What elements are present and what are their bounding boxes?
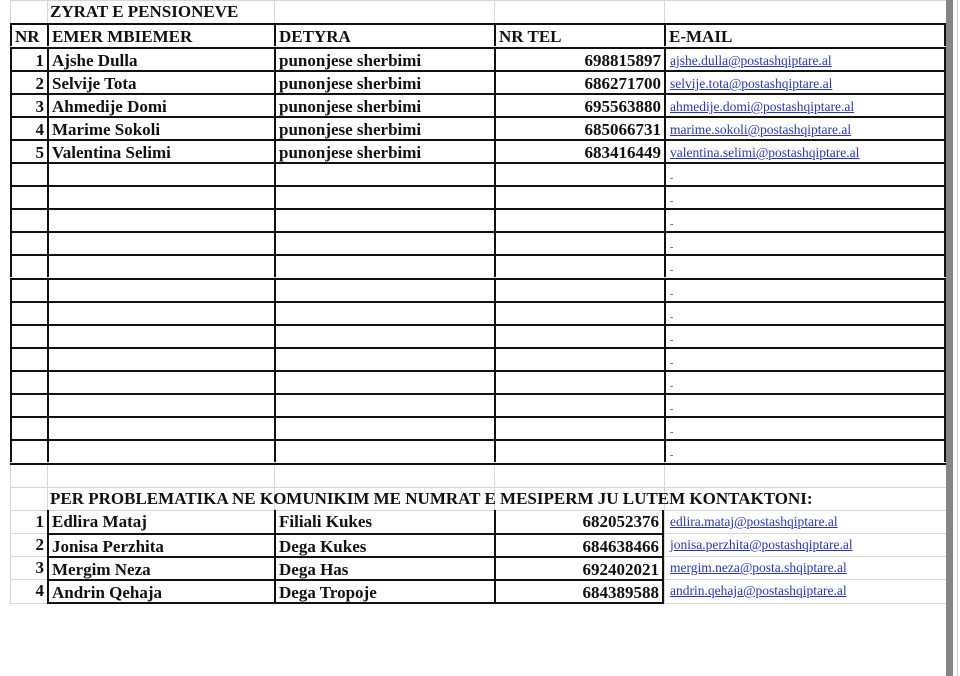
empty-tel[interactable] <box>494 254 664 277</box>
row-name[interactable]: Selvije Tota <box>47 70 274 93</box>
empty-table-row <box>10 416 946 439</box>
contact-name[interactable]: Jonisa Perzhita <box>47 533 274 556</box>
empty-nr[interactable] <box>10 301 47 324</box>
row-nr[interactable]: 3 <box>10 93 47 116</box>
empty-name[interactable] <box>47 301 274 324</box>
empty-detyra[interactable] <box>274 347 494 370</box>
table-row <box>10 70 946 93</box>
contact-detyra[interactable]: Dega Tropoje <box>274 579 494 604</box>
empty-table-row <box>10 185 946 208</box>
empty-email[interactable]: - <box>664 393 946 416</box>
empty-detyra[interactable] <box>274 393 494 416</box>
empty-table-row <box>10 370 946 393</box>
empty-name[interactable] <box>47 416 274 439</box>
row-tel[interactable]: 683416449 <box>494 139 664 162</box>
row-name[interactable]: Valentina Selimi <box>47 139 274 162</box>
sheet-title[interactable]: ZYRAT E PENSIONEVE <box>50 2 239 21</box>
contact-tel[interactable]: 692402021 <box>494 556 664 579</box>
contact-nr[interactable]: 4 <box>35 581 44 600</box>
header-detyra[interactable]: DETYRA <box>274 23 494 46</box>
vertical-scrollbar[interactable] <box>946 0 953 676</box>
empty-table-row <box>10 162 946 185</box>
empty-table-row <box>10 301 946 324</box>
empty-email[interactable]: - <box>664 231 946 254</box>
row-email-link[interactable]: marime.sokoli@postashqiptare.al <box>664 116 946 139</box>
empty-table-row <box>10 324 946 347</box>
empty-name[interactable] <box>47 347 274 370</box>
row-email-link[interactable]: ahmedije.domi@postashqiptare.al <box>664 93 946 116</box>
row-detyra[interactable]: punonjese sherbimi <box>274 139 494 162</box>
empty-nr[interactable] <box>10 208 47 231</box>
empty-email[interactable]: - <box>664 301 946 324</box>
row-detyra[interactable]: punonjese sherbimi <box>274 116 494 139</box>
empty-table-row <box>10 208 946 231</box>
header-nr[interactable]: NR <box>10 23 47 46</box>
empty-table-row <box>10 347 946 370</box>
empty-nr[interactable] <box>10 347 47 370</box>
contact-nr[interactable]: 3 <box>35 558 44 577</box>
empty-detyra[interactable] <box>274 254 494 277</box>
contact-section-title[interactable]: PER PROBLEMATIKA NE KOMUNIKIM ME NUMRAT E MESIPERM JU LUTEM KONTAKTONI: <box>50 489 813 508</box>
contact-email-link[interactable]: andrin.qehaja@postashqiptare.al <box>670 583 847 598</box>
header-name[interactable]: EMER MBIEMER <box>47 23 274 46</box>
contact-title-row <box>10 487 946 510</box>
empty-email[interactable]: - <box>664 254 946 277</box>
row-detyra[interactable]: punonjese sherbimi <box>274 47 494 70</box>
empty-table-row <box>10 278 946 301</box>
empty-nr[interactable] <box>10 393 47 416</box>
empty-name[interactable] <box>47 254 274 277</box>
empty-email[interactable]: - <box>664 439 946 462</box>
empty-name[interactable] <box>47 278 274 301</box>
table-row <box>10 116 946 139</box>
empty-nr[interactable] <box>10 370 47 393</box>
empty-table-row <box>10 231 946 254</box>
contact-name[interactable]: Mergim Neza <box>47 556 274 579</box>
gridline <box>957 0 958 676</box>
empty-email[interactable]: - <box>664 185 946 208</box>
empty-detyra[interactable] <box>274 278 494 301</box>
empty-tel[interactable] <box>494 162 664 185</box>
row-tel[interactable]: 685066731 <box>494 116 664 139</box>
header-email[interactable]: E-MAIL <box>664 23 946 46</box>
row-name[interactable]: Marime Sokoli <box>47 116 274 139</box>
empty-table-row <box>10 254 946 277</box>
empty-nr[interactable] <box>10 231 47 254</box>
empty-tel[interactable] <box>494 208 664 231</box>
row-tel[interactable]: 698815897 <box>494 47 664 70</box>
row-nr[interactable]: 1 <box>10 47 47 70</box>
row-email-link[interactable]: ajshe.dulla@postashqiptare.al <box>664 47 946 70</box>
table-row <box>10 93 946 116</box>
row-nr[interactable]: 2 <box>10 70 47 93</box>
contact-row <box>10 510 946 533</box>
contact-email-link[interactable]: edlira.mataj@postashqiptare.al <box>670 514 838 529</box>
empty-tel[interactable] <box>494 393 664 416</box>
empty-name[interactable] <box>47 370 274 393</box>
row-detyra[interactable]: punonjese sherbimi <box>274 70 494 93</box>
empty-name[interactable] <box>47 393 274 416</box>
table-row <box>10 47 946 70</box>
title-row <box>10 0 946 23</box>
contact-row <box>10 556 946 579</box>
empty-tel[interactable] <box>494 347 664 370</box>
empty-email[interactable]: - <box>664 162 946 185</box>
empty-table-row <box>10 393 946 416</box>
empty-email[interactable]: - <box>664 370 946 393</box>
empty-email[interactable]: - <box>664 324 946 347</box>
row-email-link[interactable]: valentina.selimi@postashqiptare.al <box>664 139 946 162</box>
empty-name[interactable] <box>47 162 274 185</box>
empty-tel[interactable] <box>494 370 664 393</box>
contact-row <box>10 533 946 556</box>
empty-tel[interactable] <box>494 416 664 439</box>
row-detyra[interactable]: punonjese sherbimi <box>274 93 494 116</box>
empty-detyra[interactable] <box>274 439 494 462</box>
empty-tel[interactable] <box>494 324 664 347</box>
empty-nr[interactable] <box>10 254 47 277</box>
empty-name[interactable] <box>47 231 274 254</box>
empty-email[interactable]: - <box>664 208 946 231</box>
contact-detyra[interactable]: Dega Has <box>274 556 494 579</box>
row-name[interactable]: Ahmedije Domi <box>47 93 274 116</box>
empty-detyra[interactable] <box>274 370 494 393</box>
empty-detyra[interactable] <box>274 301 494 324</box>
contact-tel[interactable]: 684638466 <box>494 533 664 556</box>
empty-email[interactable]: - <box>664 278 946 301</box>
contact-email-link[interactable]: mergim.neza@posta.shqiptare.al <box>670 560 847 575</box>
empty-tel[interactable] <box>494 301 664 324</box>
contact-detyra[interactable]: Dega Kukes <box>274 533 494 556</box>
contact-name[interactable]: Edlira Mataj <box>47 510 274 533</box>
empty-name[interactable] <box>47 208 274 231</box>
contact-tel[interactable]: 682052376 <box>494 510 664 533</box>
empty-nr[interactable] <box>10 278 47 301</box>
empty-detyra[interactable] <box>274 162 494 185</box>
contact-tel[interactable]: 684389588 <box>494 579 664 604</box>
empty-nr[interactable] <box>10 439 47 462</box>
contact-row <box>10 579 946 602</box>
empty-email[interactable]: - <box>664 416 946 439</box>
empty-tel[interactable] <box>494 185 664 208</box>
empty-tel[interactable] <box>494 231 664 254</box>
empty-detyra[interactable] <box>274 324 494 347</box>
empty-tel[interactable] <box>494 278 664 301</box>
empty-detyra[interactable] <box>274 231 494 254</box>
header-tel[interactable]: NR TEL <box>494 23 664 46</box>
row-name[interactable]: Ajshe Dulla <box>47 47 274 70</box>
empty-detyra[interactable] <box>274 416 494 439</box>
contact-detyra[interactable]: Filiali Kukes <box>274 510 494 533</box>
empty-nr[interactable] <box>10 185 47 208</box>
empty-name[interactable] <box>47 185 274 208</box>
header-row <box>10 23 946 46</box>
row-tel[interactable]: 686271700 <box>494 70 664 93</box>
table-row <box>10 139 946 162</box>
empty-name[interactable] <box>47 324 274 347</box>
contact-email-link[interactable]: jonisa.perzhita@postashqiptare.al <box>670 537 853 552</box>
contact-nr[interactable]: 2 <box>35 535 44 554</box>
empty-table-row <box>10 439 946 462</box>
row-tel[interactable]: 695563880 <box>494 93 664 116</box>
row-nr[interactable]: 5 <box>10 139 47 162</box>
row-nr[interactable]: 4 <box>10 116 47 139</box>
empty-detyra[interactable] <box>274 185 494 208</box>
empty-nr[interactable] <box>10 162 47 185</box>
empty-name[interactable] <box>47 439 274 462</box>
table-bottom-border <box>10 463 948 465</box>
empty-nr[interactable] <box>10 324 47 347</box>
contact-name[interactable]: Andrin Qehaja <box>47 579 274 604</box>
empty-detyra[interactable] <box>274 208 494 231</box>
empty-email[interactable]: - <box>664 347 946 370</box>
row-email-link[interactable]: selvije.tota@postashqiptare.al <box>664 70 946 93</box>
empty-tel[interactable] <box>494 439 664 462</box>
contact-nr[interactable]: 1 <box>35 512 44 531</box>
empty-nr[interactable] <box>10 416 47 439</box>
